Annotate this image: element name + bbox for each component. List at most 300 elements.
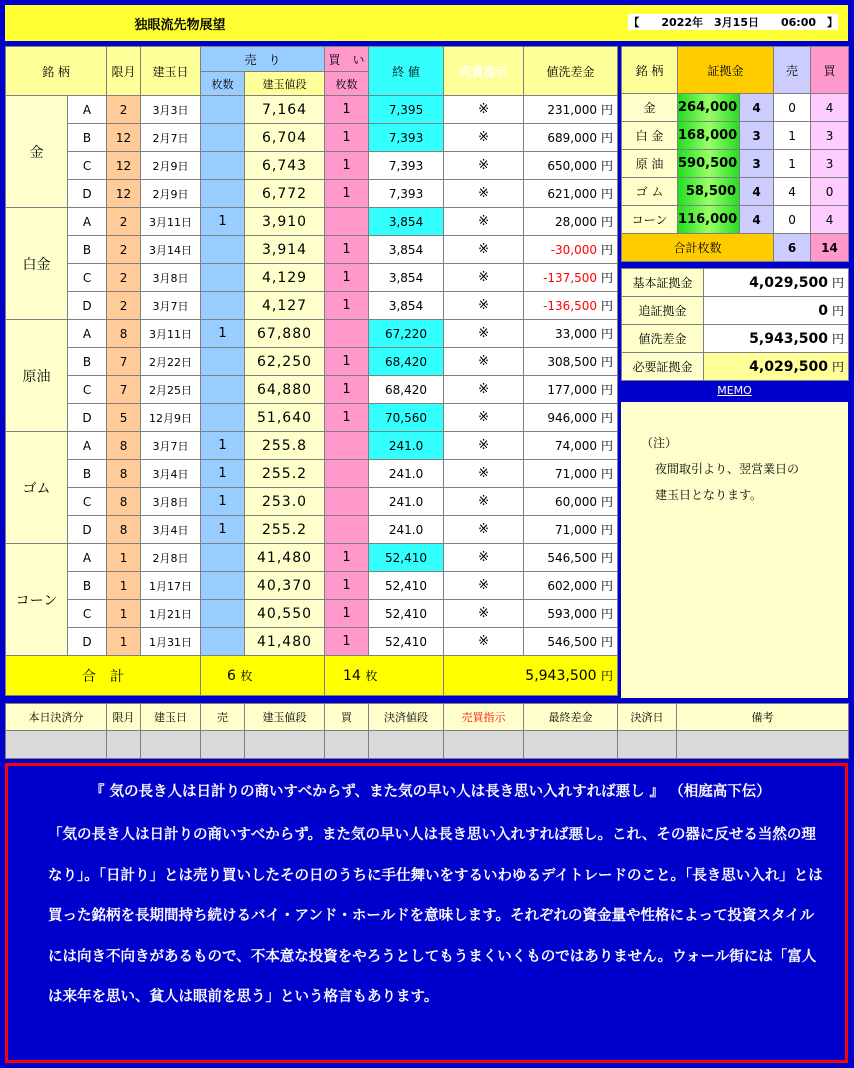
col-open-price: 建玉値段 xyxy=(245,72,325,96)
buy-count: 1 xyxy=(325,96,369,124)
close-price: 3,854 xyxy=(369,264,444,292)
margin-sell: 0 xyxy=(774,94,811,122)
close-price: 241.0 xyxy=(369,460,444,488)
margin-brand: コーン xyxy=(622,206,678,234)
col-sell: 売 り xyxy=(201,47,325,72)
margin-row xyxy=(622,178,849,206)
pl-value: 546,500 円 xyxy=(524,544,618,572)
signal-mark: ※ xyxy=(444,180,524,208)
table-row xyxy=(6,348,618,376)
signal-mark: ※ xyxy=(444,124,524,152)
sub-label: A xyxy=(68,432,107,460)
table-row xyxy=(6,572,618,600)
margin-row xyxy=(622,150,849,178)
title-bar xyxy=(5,5,848,41)
side-col-margin: 証拠金 xyxy=(678,47,774,94)
buy-count: 1 xyxy=(325,572,369,600)
total-lots-sell: 6 xyxy=(774,234,811,262)
table-row xyxy=(6,236,618,264)
sell-count xyxy=(201,236,245,264)
open-price: 255.2 xyxy=(245,516,325,544)
close-price: 7,393 xyxy=(369,180,444,208)
sell-count xyxy=(201,348,245,376)
close-price: 3,854 xyxy=(369,236,444,264)
sub-label: C xyxy=(68,376,107,404)
sell-count xyxy=(201,544,245,572)
open-price: 3,910 xyxy=(245,208,325,236)
total-sell: 6 枚 xyxy=(201,656,325,696)
settle-cell xyxy=(524,731,618,759)
margin-buy: 4 xyxy=(811,94,849,122)
col-buy-count: 枚数 xyxy=(325,72,369,96)
sub-label: B xyxy=(68,124,107,152)
table-row xyxy=(6,544,618,572)
close-price: 241.0 xyxy=(369,432,444,460)
margin-total-value: 0 円 xyxy=(704,297,849,325)
margin-lots: 3 xyxy=(740,122,774,150)
date-time: 【 2022年 3月15日 06:00 】 xyxy=(628,16,838,29)
sub-label: B xyxy=(68,348,107,376)
sell-count xyxy=(201,180,245,208)
margin-lots: 3 xyxy=(740,150,774,178)
total-buy: 14 枚 xyxy=(325,656,444,696)
open-price: 64,880 xyxy=(245,376,325,404)
sub-label: A xyxy=(68,208,107,236)
sub-label: A xyxy=(68,320,107,348)
margin-brand: 白 金 xyxy=(622,122,678,150)
margin-brand: 原 油 xyxy=(622,150,678,178)
sell-count: 1 xyxy=(201,516,245,544)
close-price: 52,410 xyxy=(369,544,444,572)
settle-cell xyxy=(369,731,444,759)
contract-month: 8 xyxy=(107,432,141,460)
margin-amount: 168,000 xyxy=(678,122,740,150)
sub-label: C xyxy=(68,152,107,180)
sell-count xyxy=(201,600,245,628)
close-price: 68,420 xyxy=(369,348,444,376)
signal-mark: ※ xyxy=(444,376,524,404)
memo-line: 建玉日となります。 xyxy=(655,488,763,502)
contract-month: 12 xyxy=(107,180,141,208)
settle-cell xyxy=(107,731,141,759)
pl-value: 689,000 円 xyxy=(524,124,618,152)
side-col-sell: 売 xyxy=(774,47,811,94)
table-row xyxy=(6,488,618,516)
pl-value: 308,500 円 xyxy=(524,348,618,376)
open-date: 3月11日 xyxy=(141,320,201,348)
signal-mark: ※ xyxy=(444,292,524,320)
contract-month: 5 xyxy=(107,404,141,432)
contract-month: 2 xyxy=(107,264,141,292)
open-date: 2月7日 xyxy=(141,124,201,152)
open-price: 67,880 xyxy=(245,320,325,348)
open-date: 1月17日 xyxy=(141,572,201,600)
col-month: 限月 xyxy=(107,47,141,96)
settle-cell xyxy=(201,731,245,759)
settle-col: 建玉値段 xyxy=(245,704,325,731)
sell-count xyxy=(201,264,245,292)
contract-month: 1 xyxy=(107,544,141,572)
sub-label: A xyxy=(68,96,107,124)
margin-sell: 4 xyxy=(774,178,811,206)
pl-value: 33,000 円 xyxy=(524,320,618,348)
margin-amount: 264,000 xyxy=(678,94,740,122)
margin-brand: ゴ ム xyxy=(622,178,678,206)
contract-month: 12 xyxy=(107,152,141,180)
table-row xyxy=(6,152,618,180)
positions-table xyxy=(5,46,618,696)
contract-month: 1 xyxy=(107,572,141,600)
open-date: 2月8日 xyxy=(141,544,201,572)
open-date: 3月7日 xyxy=(141,432,201,460)
settle-cell xyxy=(444,731,524,759)
margin-sell: 1 xyxy=(774,150,811,178)
settle-col: 最終差金 xyxy=(524,704,618,731)
settle-cell xyxy=(677,731,849,759)
total-lots-label: 合計枚数 xyxy=(622,234,774,262)
table-row xyxy=(6,124,618,152)
table-row xyxy=(6,600,618,628)
sell-count xyxy=(201,628,245,656)
sub-label: D xyxy=(68,292,107,320)
buy-count: 1 xyxy=(325,348,369,376)
sub-label: B xyxy=(68,460,107,488)
open-price: 3,914 xyxy=(245,236,325,264)
sub-label: B xyxy=(68,236,107,264)
open-date: 3月11日 xyxy=(141,208,201,236)
close-price: 68,420 xyxy=(369,376,444,404)
pl-value: 28,000 円 xyxy=(524,208,618,236)
contract-month: 8 xyxy=(107,488,141,516)
margin-row xyxy=(622,94,849,122)
col-sell-count: 枚数 xyxy=(201,72,245,96)
sub-label: D xyxy=(68,404,107,432)
buy-count xyxy=(325,460,369,488)
sub-label: D xyxy=(68,516,107,544)
settlement-table xyxy=(5,703,849,759)
buy-count: 1 xyxy=(325,180,369,208)
close-price: 52,410 xyxy=(369,572,444,600)
signal-mark: ※ xyxy=(444,348,524,376)
close-price: 7,395 xyxy=(369,96,444,124)
col-close: 終 値 xyxy=(369,47,444,96)
open-price: 51,640 xyxy=(245,404,325,432)
settle-col: 建玉日 xyxy=(141,704,201,731)
pl-value: 177,000 円 xyxy=(524,376,618,404)
open-date: 3月8日 xyxy=(141,264,201,292)
table-row xyxy=(6,432,618,460)
total-pl: 5,943,500 円 xyxy=(444,656,618,696)
close-price: 52,410 xyxy=(369,600,444,628)
close-price: 52,410 xyxy=(369,628,444,656)
signal-mark: ※ xyxy=(444,264,524,292)
memo-line: （注） xyxy=(641,436,678,450)
open-date: 3月8日 xyxy=(141,488,201,516)
side-col-brand: 銘 柄 xyxy=(622,47,678,94)
pl-value: 602,000 円 xyxy=(524,572,618,600)
signal-mark: ※ xyxy=(444,320,524,348)
open-date: 2月25日 xyxy=(141,376,201,404)
sell-count: 1 xyxy=(201,208,245,236)
open-price: 253.0 xyxy=(245,488,325,516)
buy-count: 1 xyxy=(325,264,369,292)
contract-month: 2 xyxy=(107,236,141,264)
signal-mark: ※ xyxy=(444,236,524,264)
open-price: 6,743 xyxy=(245,152,325,180)
close-price: 67,220 xyxy=(369,320,444,348)
sell-count xyxy=(201,152,245,180)
contract-month: 8 xyxy=(107,320,141,348)
margin-amount: 116,000 xyxy=(678,206,740,234)
buy-count xyxy=(325,432,369,460)
margin-summary-table xyxy=(621,46,849,262)
contract-month: 8 xyxy=(107,516,141,544)
open-date: 3月4日 xyxy=(141,516,201,544)
col-open-date: 建玉日 xyxy=(141,47,201,96)
pl-value: 74,000 円 xyxy=(524,432,618,460)
signal-mark: ※ xyxy=(444,488,524,516)
table-row xyxy=(6,404,618,432)
margin-total-row xyxy=(622,269,849,297)
table-row xyxy=(6,208,618,236)
buy-count: 1 xyxy=(325,404,369,432)
table-row xyxy=(6,376,618,404)
table-row xyxy=(6,180,618,208)
table-row xyxy=(6,516,618,544)
open-price: 4,129 xyxy=(245,264,325,292)
margin-total-label: 値洗差金 xyxy=(622,325,704,353)
buy-count: 1 xyxy=(325,600,369,628)
settle-cell xyxy=(245,731,325,759)
settle-col: 買 xyxy=(325,704,369,731)
signal-mark: ※ xyxy=(444,404,524,432)
sell-count xyxy=(201,572,245,600)
buy-count xyxy=(325,320,369,348)
pl-value: 71,000 円 xyxy=(524,516,618,544)
open-date: 3月7日 xyxy=(141,292,201,320)
pl-value: 231,000 円 xyxy=(524,96,618,124)
col-brand: 銘 柄 xyxy=(6,47,107,96)
signal-mark: ※ xyxy=(444,96,524,124)
page-title: 独眼流先物展望 xyxy=(134,18,226,33)
sell-count xyxy=(201,124,245,152)
total-label: 合 計 xyxy=(6,656,201,696)
settle-col: 限月 xyxy=(107,704,141,731)
settle-col: 売買指示 xyxy=(444,704,524,731)
sub-label: C xyxy=(68,264,107,292)
quote-body: 「気の長き人は日計りの商いすべからず。また気の早い人は長き思い入れすれば悪し。これ、その器に反せる当然の理なり」。「日計り」とは売り買いしたその日のうちに手仕舞いをするいわゆるデイトレードのこと。「長き思い入れ」とは買った銘柄を長期間持ち続けるバイ・アンド・ホールドを意味します。それぞれの資金量や性格によって投資スタイルには向き不向きがあるもので、不本意な投資をやろうとしてもうまくいくものではありません。ウォール街には「富人は来年を思い、貧人は眼前を思う」という格言もあります。 xyxy=(48,827,823,1005)
sub-label: C xyxy=(68,600,107,628)
pl-value: 650,000 円 xyxy=(524,152,618,180)
open-date: 2月9日 xyxy=(141,152,201,180)
settle-col: 備考 xyxy=(677,704,849,731)
quote-panel xyxy=(5,763,848,1063)
contract-month: 1 xyxy=(107,628,141,656)
margin-totals xyxy=(621,268,849,381)
contract-month: 2 xyxy=(107,208,141,236)
signal-mark: ※ xyxy=(444,600,524,628)
margin-amount: 58,500 xyxy=(678,178,740,206)
pl-value: 621,000 円 xyxy=(524,180,618,208)
sell-count: 1 xyxy=(201,320,245,348)
open-price: 40,550 xyxy=(245,600,325,628)
signal-mark: ※ xyxy=(444,516,524,544)
settle-col: 決済値段 xyxy=(369,704,444,731)
memo-panel xyxy=(621,402,848,698)
contract-month: 1 xyxy=(107,600,141,628)
margin-total-label: 基本証拠金 xyxy=(622,269,704,297)
close-price: 241.0 xyxy=(369,516,444,544)
margin-total-value: 5,943,500 円 xyxy=(704,325,849,353)
open-price: 255.8 xyxy=(245,432,325,460)
close-price: 7,393 xyxy=(369,152,444,180)
settle-cell xyxy=(325,731,369,759)
margin-row xyxy=(622,122,849,150)
margin-total-row xyxy=(622,353,849,381)
col-pl: 値洗差金 xyxy=(524,47,618,96)
margin-total-value: 4,029,500 円 xyxy=(704,269,849,297)
sell-count xyxy=(201,404,245,432)
pl-value: 60,000 円 xyxy=(524,488,618,516)
sell-count: 1 xyxy=(201,432,245,460)
buy-count xyxy=(325,516,369,544)
open-date: 2月9日 xyxy=(141,180,201,208)
buy-count: 1 xyxy=(325,544,369,572)
open-price: 6,772 xyxy=(245,180,325,208)
pl-value: -136,500 円 xyxy=(524,292,618,320)
margin-total-label: 必要証拠金 xyxy=(622,353,704,381)
side-col-buy: 買 xyxy=(811,47,849,94)
open-date: 1月21日 xyxy=(141,600,201,628)
buy-count: 1 xyxy=(325,376,369,404)
quote-title: 『 気の長き人は日計りの商いすべからず、また気の早い人は長き思い入れすれば悪し 』 （相庭高下伝） xyxy=(90,784,771,800)
signal-mark: ※ xyxy=(444,460,524,488)
signal-mark: ※ xyxy=(444,544,524,572)
pl-value: 546,500 円 xyxy=(524,628,618,656)
margin-lots: 4 xyxy=(740,178,774,206)
contract-month: 12 xyxy=(107,124,141,152)
table-row xyxy=(6,264,618,292)
margin-buy: 3 xyxy=(811,122,849,150)
table-row xyxy=(6,320,618,348)
brand-name: 白金 xyxy=(6,208,68,320)
margin-total-label: 追証拠金 xyxy=(622,297,704,325)
buy-count: 1 xyxy=(325,124,369,152)
close-price: 3,854 xyxy=(369,292,444,320)
sell-count xyxy=(201,376,245,404)
sub-label: D xyxy=(68,628,107,656)
sell-count xyxy=(201,292,245,320)
pl-value: -30,000 円 xyxy=(524,236,618,264)
open-price: 255.2 xyxy=(245,460,325,488)
settle-cell xyxy=(6,731,107,759)
margin-brand: 金 xyxy=(622,94,678,122)
contract-month: 2 xyxy=(107,292,141,320)
margin-sell: 1 xyxy=(774,122,811,150)
margin-buy: 0 xyxy=(811,178,849,206)
memo-link[interactable]: MEMO xyxy=(717,384,752,397)
open-date: 2月22日 xyxy=(141,348,201,376)
buy-count xyxy=(325,208,369,236)
close-price: 7,393 xyxy=(369,124,444,152)
margin-lots: 4 xyxy=(740,94,774,122)
sub-label: C xyxy=(68,488,107,516)
sub-label: D xyxy=(68,180,107,208)
open-price: 4,127 xyxy=(245,292,325,320)
pl-value: -137,500 円 xyxy=(524,264,618,292)
open-price: 41,480 xyxy=(245,628,325,656)
open-date: 3月4日 xyxy=(141,460,201,488)
table-row xyxy=(6,96,618,124)
signal-mark: ※ xyxy=(444,208,524,236)
settle-col: 決済日 xyxy=(618,704,677,731)
brand-name: コーン xyxy=(6,544,68,656)
contract-month: 7 xyxy=(107,376,141,404)
signal-mark: ※ xyxy=(444,628,524,656)
pl-value: 593,000 円 xyxy=(524,600,618,628)
open-price: 40,370 xyxy=(245,572,325,600)
total-lots-buy: 14 xyxy=(811,234,849,262)
contract-month: 8 xyxy=(107,460,141,488)
table-row xyxy=(6,292,618,320)
margin-amount: 590,500 xyxy=(678,150,740,178)
open-price: 62,250 xyxy=(245,348,325,376)
margin-sell: 0 xyxy=(774,206,811,234)
signal-mark: ※ xyxy=(444,572,524,600)
buy-count: 1 xyxy=(325,292,369,320)
sell-count xyxy=(201,96,245,124)
open-price: 41,480 xyxy=(245,544,325,572)
margin-buy: 4 xyxy=(811,206,849,234)
margin-row xyxy=(622,206,849,234)
settle-col: 売 xyxy=(201,704,245,731)
contract-month: 2 xyxy=(107,96,141,124)
close-price: 3,854 xyxy=(369,208,444,236)
memo-line: 夜間取引より、翌営業日の xyxy=(655,462,800,476)
buy-count xyxy=(325,488,369,516)
brand-name: ゴム xyxy=(6,432,68,544)
brand-name: 原油 xyxy=(6,320,68,432)
signal-mark: ※ xyxy=(444,152,524,180)
settle-col: 本日決済分 xyxy=(6,704,107,731)
open-price: 6,704 xyxy=(245,124,325,152)
table-row xyxy=(6,460,618,488)
table-row xyxy=(6,628,618,656)
open-date: 12月9日 xyxy=(141,404,201,432)
col-buy: 買 い xyxy=(325,47,369,72)
buy-count: 1 xyxy=(325,236,369,264)
brand-name: 金 xyxy=(6,96,68,208)
buy-count: 1 xyxy=(325,628,369,656)
open-date: 3月14日 xyxy=(141,236,201,264)
col-signal: 売買指示 xyxy=(444,47,524,96)
close-price: 241.0 xyxy=(369,488,444,516)
margin-lots: 4 xyxy=(740,206,774,234)
margin-total-value: 4,029,500 円 xyxy=(704,353,849,381)
sub-label: A xyxy=(68,544,107,572)
open-date: 3月3日 xyxy=(141,96,201,124)
margin-buy: 3 xyxy=(811,150,849,178)
signal-mark: ※ xyxy=(444,432,524,460)
open-date: 1月31日 xyxy=(141,628,201,656)
buy-count: 1 xyxy=(325,152,369,180)
sub-label: B xyxy=(68,572,107,600)
pl-value: 71,000 円 xyxy=(524,460,618,488)
margin-total-row xyxy=(622,325,849,353)
sell-count: 1 xyxy=(201,460,245,488)
settle-cell xyxy=(618,731,677,759)
sell-count: 1 xyxy=(201,488,245,516)
